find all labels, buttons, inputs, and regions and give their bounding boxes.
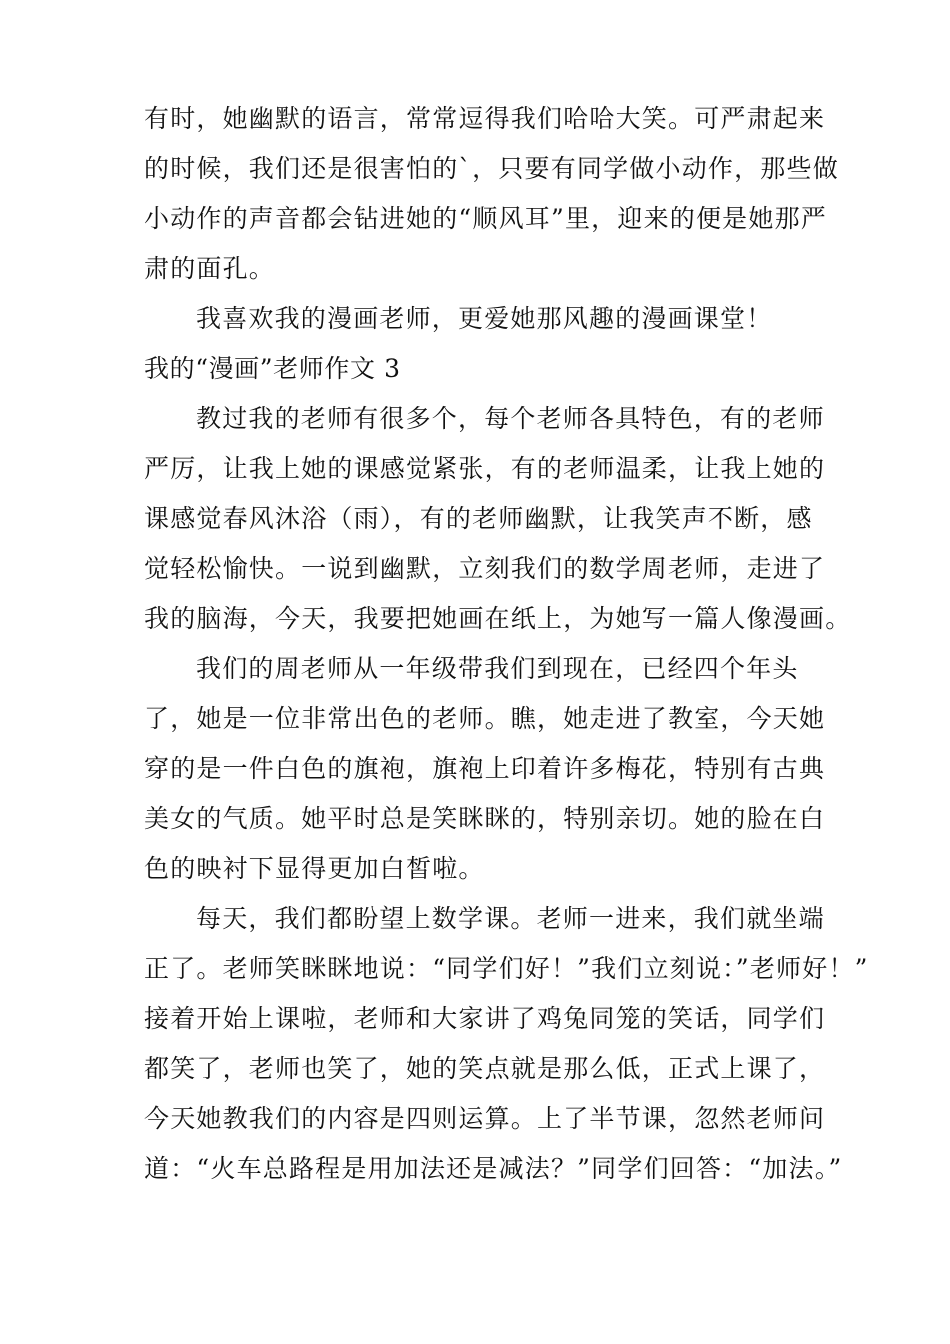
text-line: 教过我的老师有很多个，每个老师各具特色，有的老师 [196, 404, 825, 433]
section-heading: 我的“漫画”老师作文 3 [144, 354, 401, 383]
article-body [144, 94, 869, 1194]
text-line: 道：“火车总路程是用加法还是减法？”同学们回答：“加法。” [144, 1154, 843, 1183]
text-line: 我喜欢我的漫画老师，更爱她那风趣的漫画课堂！ [196, 304, 773, 333]
text-line: 我们的周老师从一年级带我们到现在，已经四个年头 [196, 654, 799, 683]
text-line: 严厉，让我上她的课感觉紧张，有的老师温柔，让我上她的 [144, 454, 826, 483]
text-line: 色的映衬下显得更加白皙啦。 [144, 854, 485, 883]
text-line: 肃的面孔。 [144, 254, 276, 283]
text-line: 了，她是一位非常出色的老师。瞧，她走进了教室，今天她 [144, 704, 826, 733]
text-line: 都笑了，老师也笑了，她的笑点就是那么低，正式上课了， [144, 1054, 826, 1083]
text-line: 小动作的声音都会钻进她的“顺风耳”里，迎来的便是她那严 [144, 204, 827, 233]
text-line: 我的脑海，今天，我要把她画在纸上，为她写一篇人像漫画。 [144, 604, 852, 633]
text-line: 正了。老师笑眯眯地说：“同学们好！”我们立刻说：”老师好！” [144, 954, 869, 983]
text-line: 美女的气质。她平时总是笑眯眯的，特别亲切。她的脸在白 [144, 804, 826, 833]
text-line: 今天她教我们的内容是四则运算。上了半节课，忽然老师问 [144, 1104, 826, 1133]
text-line: 有时，她幽默的语言，常常逗得我们哈哈大笑。可严肃起来 [144, 104, 826, 133]
text-line: 的时候，我们还是很害怕的`，只要有同学做小动作，那些做 [144, 154, 839, 183]
text-line: 每天，我们都盼望上数学课。老师一进来，我们就坐端 [196, 904, 825, 933]
text-line: 觉轻松愉快。一说到幽默，立刻我们的数学周老师，走进了 [144, 554, 826, 583]
text-line: 穿的是一件白色的旗袍，旗袍上印着许多梅花，特别有古典 [144, 754, 826, 783]
text-line: 课感觉春风沐浴（雨），有的老师幽默，让我笑声不断，感 [144, 504, 813, 533]
text-line: 接着开始上课啦，老师和大家讲了鸡兔同笼的笑话，同学们 [144, 1004, 826, 1033]
